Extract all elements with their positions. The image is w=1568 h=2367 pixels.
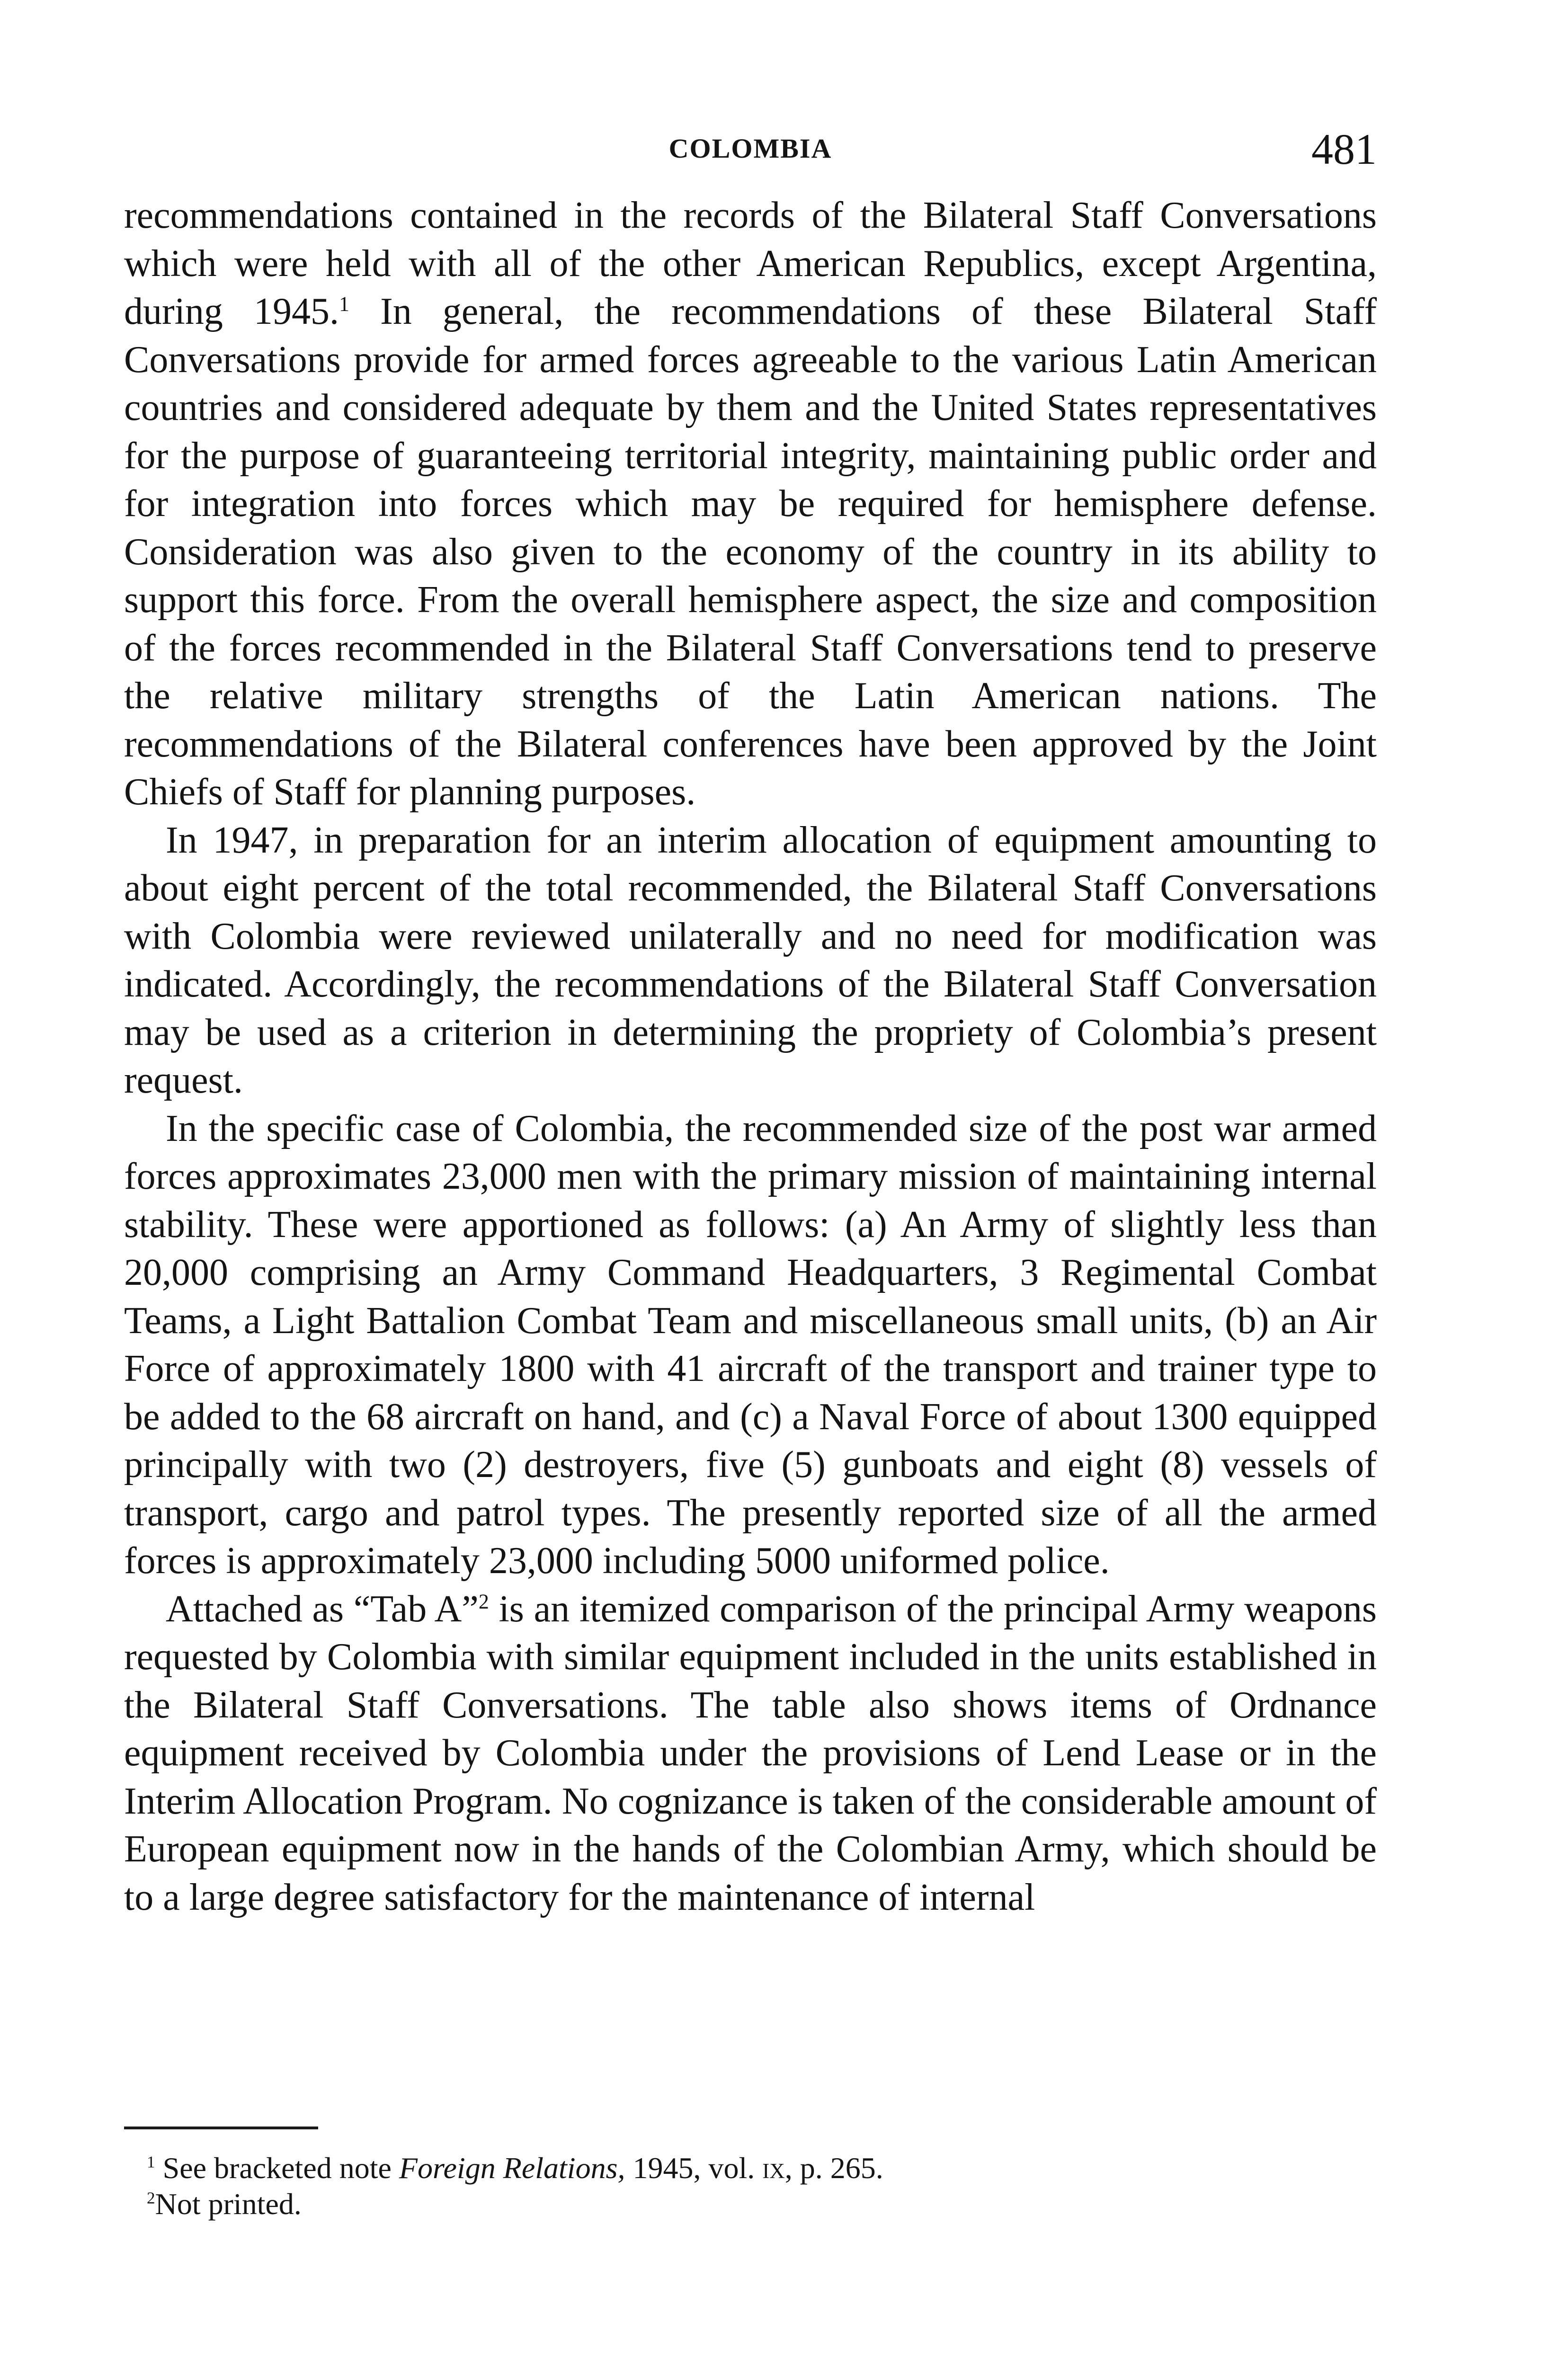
footnote-marker: 1: [147, 2153, 155, 2171]
paragraph-text: Attached as “Tab A”: [166, 1588, 479, 1630]
footnote-text: 1945, vol.: [625, 2151, 763, 2185]
footnote: [147, 2150, 1330, 2186]
paragraph-text: recommendations contained in the records of the Bilateral Staff Conversations which were held with all of the other American Republics, except Argentina, during 1945.: [124, 195, 1377, 332]
footnote-marker: 2: [147, 2189, 155, 2207]
footnote-volume: ix: [762, 2151, 785, 2185]
footnote-text: See bracketed note: [155, 2151, 399, 2185]
footnote: [147, 2186, 1330, 2222]
document-page: [124, 0, 1377, 2367]
paragraph: [124, 192, 1377, 817]
footnote-publication-title: Foreign Relations,: [399, 2151, 625, 2185]
footnote-text: , p. 265.: [784, 2151, 883, 2185]
body-text: [124, 192, 1377, 1922]
paragraph: In the specific case of Colombia, the recommended size of the post war armed forces approximates 23,000 men with the primary mission of maintaining internal stability. These were apportioned as follows: (a) An Army of slightly less than 20,000 comprising an Army Command Headquarters, 3 Regimental Combat Teams, a Light Battalion Combat Team and miscellaneous small units, (b) an Air Force of approximately 1800 with 41 aircraft of the transport and trainer type to be added to the 68 aircraft on hand, and (c) a Naval Force of about 1300 equipped principally with two (2) destroyers, five (5) gunboats and eight (8) vessels of transport, cargo and patrol types. The presently reported size of all the armed forces is approximately 23,000 including 5000 uniformed police.: [124, 1107, 1377, 1582]
running-title: COLOMBIA: [668, 133, 832, 164]
paragraph-text: In general, the recommendations of these Bilateral Staff Conversations provide for armed forces agreeable to the various Latin American countries and considered adequate by them and the United States representatives for the purpose of guaranteeing territorial integrity, maintaining public order and for integration into forces which may be required for hemisphere defense. Consideration was also given to the economy of the country in its ability to support this force. From the overall hemisphere aspect, the size and composition of the forces recommended in the Bilateral Staff Conversations tend to preserve the relative military strengths of the Latin American nations. The recommendations of the Bilateral conferences have been approved by the Joint Chiefs of Staff for planning purposes.: [124, 291, 1377, 813]
paragraph: [124, 1585, 1377, 1922]
running-head: [124, 124, 1377, 176]
footnote-reference: 1: [339, 292, 349, 316]
footnote-divider: [124, 2127, 318, 2129]
page-number: 481: [1311, 125, 1377, 173]
footnotes: [147, 2150, 1330, 2222]
footnote-reference: 2: [478, 1589, 489, 1613]
paragraph: In 1947, in preparation for an interim allocation of equipment amounting to about eight percent of the total recommended, the Bilateral Staff Conversations with Colombia were reviewed unilaterally and no need for modification was indicated. Accordingly, the recommendations of the Bilateral Staff Conversation may be used as a criterion in determining the propriety of Colombia’s present request.: [124, 819, 1377, 1101]
footnote-text: Not printed.: [155, 2187, 302, 2221]
paragraph-text: is an itemized comparison of the principal Army weapons requested by Colombia with similar equipment included in the units established in the Bilateral Staff Conversations. The table also shows items of Ordnance equipment received by Colombia under the provisions of Lend Lease or in the Interim Allocation Program. No cognizance is taken of the considerable amount of European equipment now in the hands of the Colombian Army, which should be to a large degree satisfactory for the maintenance of internal: [124, 1588, 1377, 1918]
